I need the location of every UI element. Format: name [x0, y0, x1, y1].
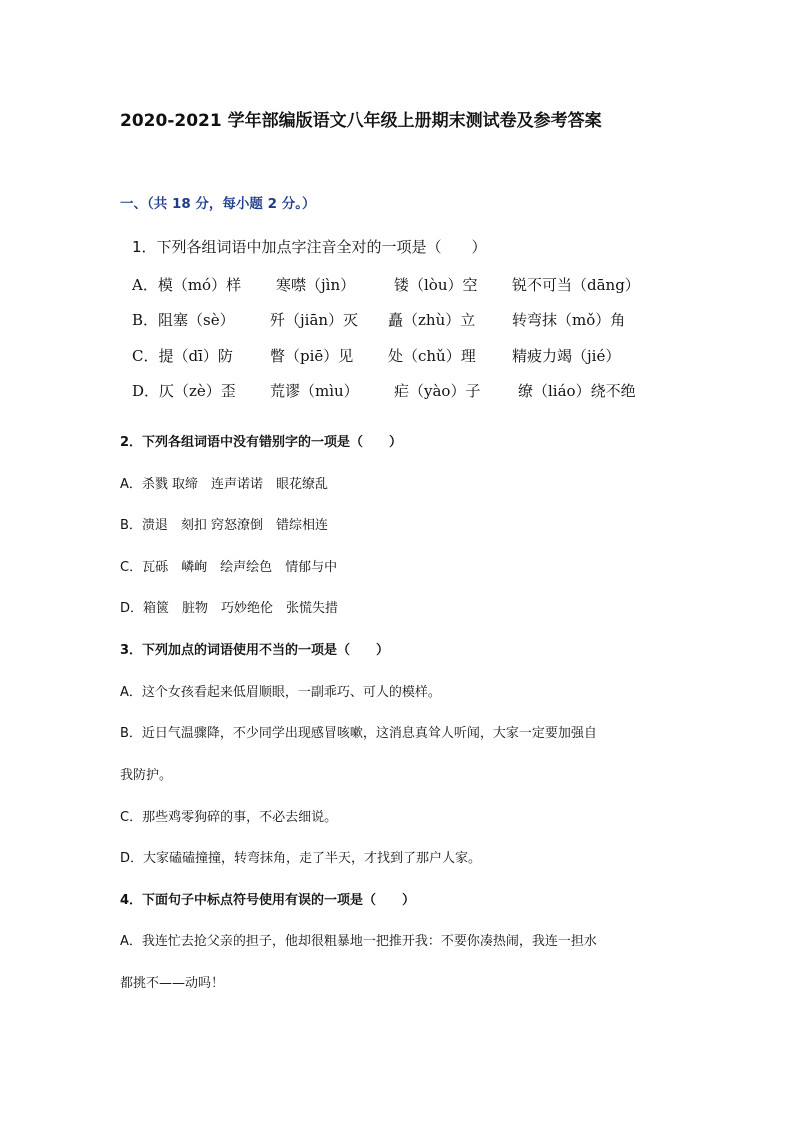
q1-b-word-2: 歼（jiān）灭	[270, 311, 359, 329]
q1-d-word-3: 疟（yào）子	[394, 382, 481, 400]
question-4-option-a: A．我连忙去抢父亲的担子，他却很粗暴地一把推开我：不要你凑热闹，我连一担水	[120, 934, 597, 949]
q1-b-word-4: 转弯抹（mǒ）角	[512, 311, 626, 329]
document-title: 2020-2021 学年部编版语文八年级上册期末测试卷及参考答案	[120, 111, 602, 131]
question-4-stem: 4．下面句子中标点符号使用有误的一项是（ ）	[120, 893, 416, 908]
q1-c-word-2: 瞥（piē）见	[270, 347, 354, 365]
q1-b-word-3: 矗（zhù）立	[388, 311, 476, 329]
question-1-stem: 1．下列各组词语中加点字注音全对的一项是（ ）	[132, 238, 487, 256]
q1-d-word-1: D．仄（zè）歪	[132, 382, 236, 400]
q1-c-word-1: C．提（dī）防	[132, 347, 233, 365]
question-3-option-a: A．这个女孩看起来低眉顺眼，一副乖巧、可人的模样。	[120, 685, 441, 700]
question-3-option-d: D．大家磕磕撞撞，转弯抹角，走了半天，才找到了那户人家。	[120, 851, 482, 866]
question-3-option-b: B．近日气温骤降，不少同学出现感冒咳嗽，这消息真耸人听闻，大家一定要加强自	[120, 726, 597, 741]
question-4-option-a-cont: 都挑不——动吗！	[120, 976, 225, 991]
q1-a-word-3: 镂（lòu）空	[394, 276, 478, 294]
q1-a-word-4: 锐不可当（dāng）	[512, 276, 640, 294]
question-3-option-b-cont: 我防护。	[120, 768, 173, 783]
question-2-option-a: A．杀戮 取缔 连声诺诺 眼花缭乱	[120, 477, 329, 492]
q1-d-word-2: 荒谬（mìu）	[270, 382, 359, 400]
q1-a-word-2: 寒噤（jìn）	[276, 276, 356, 294]
question-3-option-c: C．那些鸡零狗碎的事，不必去细说。	[120, 810, 338, 825]
q1-d-word-4: 缭（liáo）绕不绝	[518, 382, 636, 400]
question-2-stem: 2．下列各组词语中没有错别字的一项是（ ）	[120, 435, 403, 450]
q1-c-word-4: 精疲力竭（jié）	[512, 347, 621, 365]
question-2-option-c: C．瓦砾 嶙峋 绘声绘色 情郁与中	[120, 560, 338, 575]
question-2-option-d: D．箱篋 脏物 巧妙绝伦 张慌失措	[120, 601, 339, 616]
question-3-stem: 3．下列加点的词语使用不当的一项是（ ）	[120, 643, 390, 658]
section-heading: 一、（共 18 分，每小题 2 分。）	[120, 196, 316, 212]
question-2-option-b: B．溃退 刻扣 窍怒潦倒 错综相连	[120, 518, 329, 533]
q1-b-word-1: B．阻塞（sè）	[132, 311, 235, 329]
q1-a-word-1: A．模（mó）样	[132, 276, 242, 294]
q1-c-word-3: 处（chǔ）理	[388, 347, 476, 365]
